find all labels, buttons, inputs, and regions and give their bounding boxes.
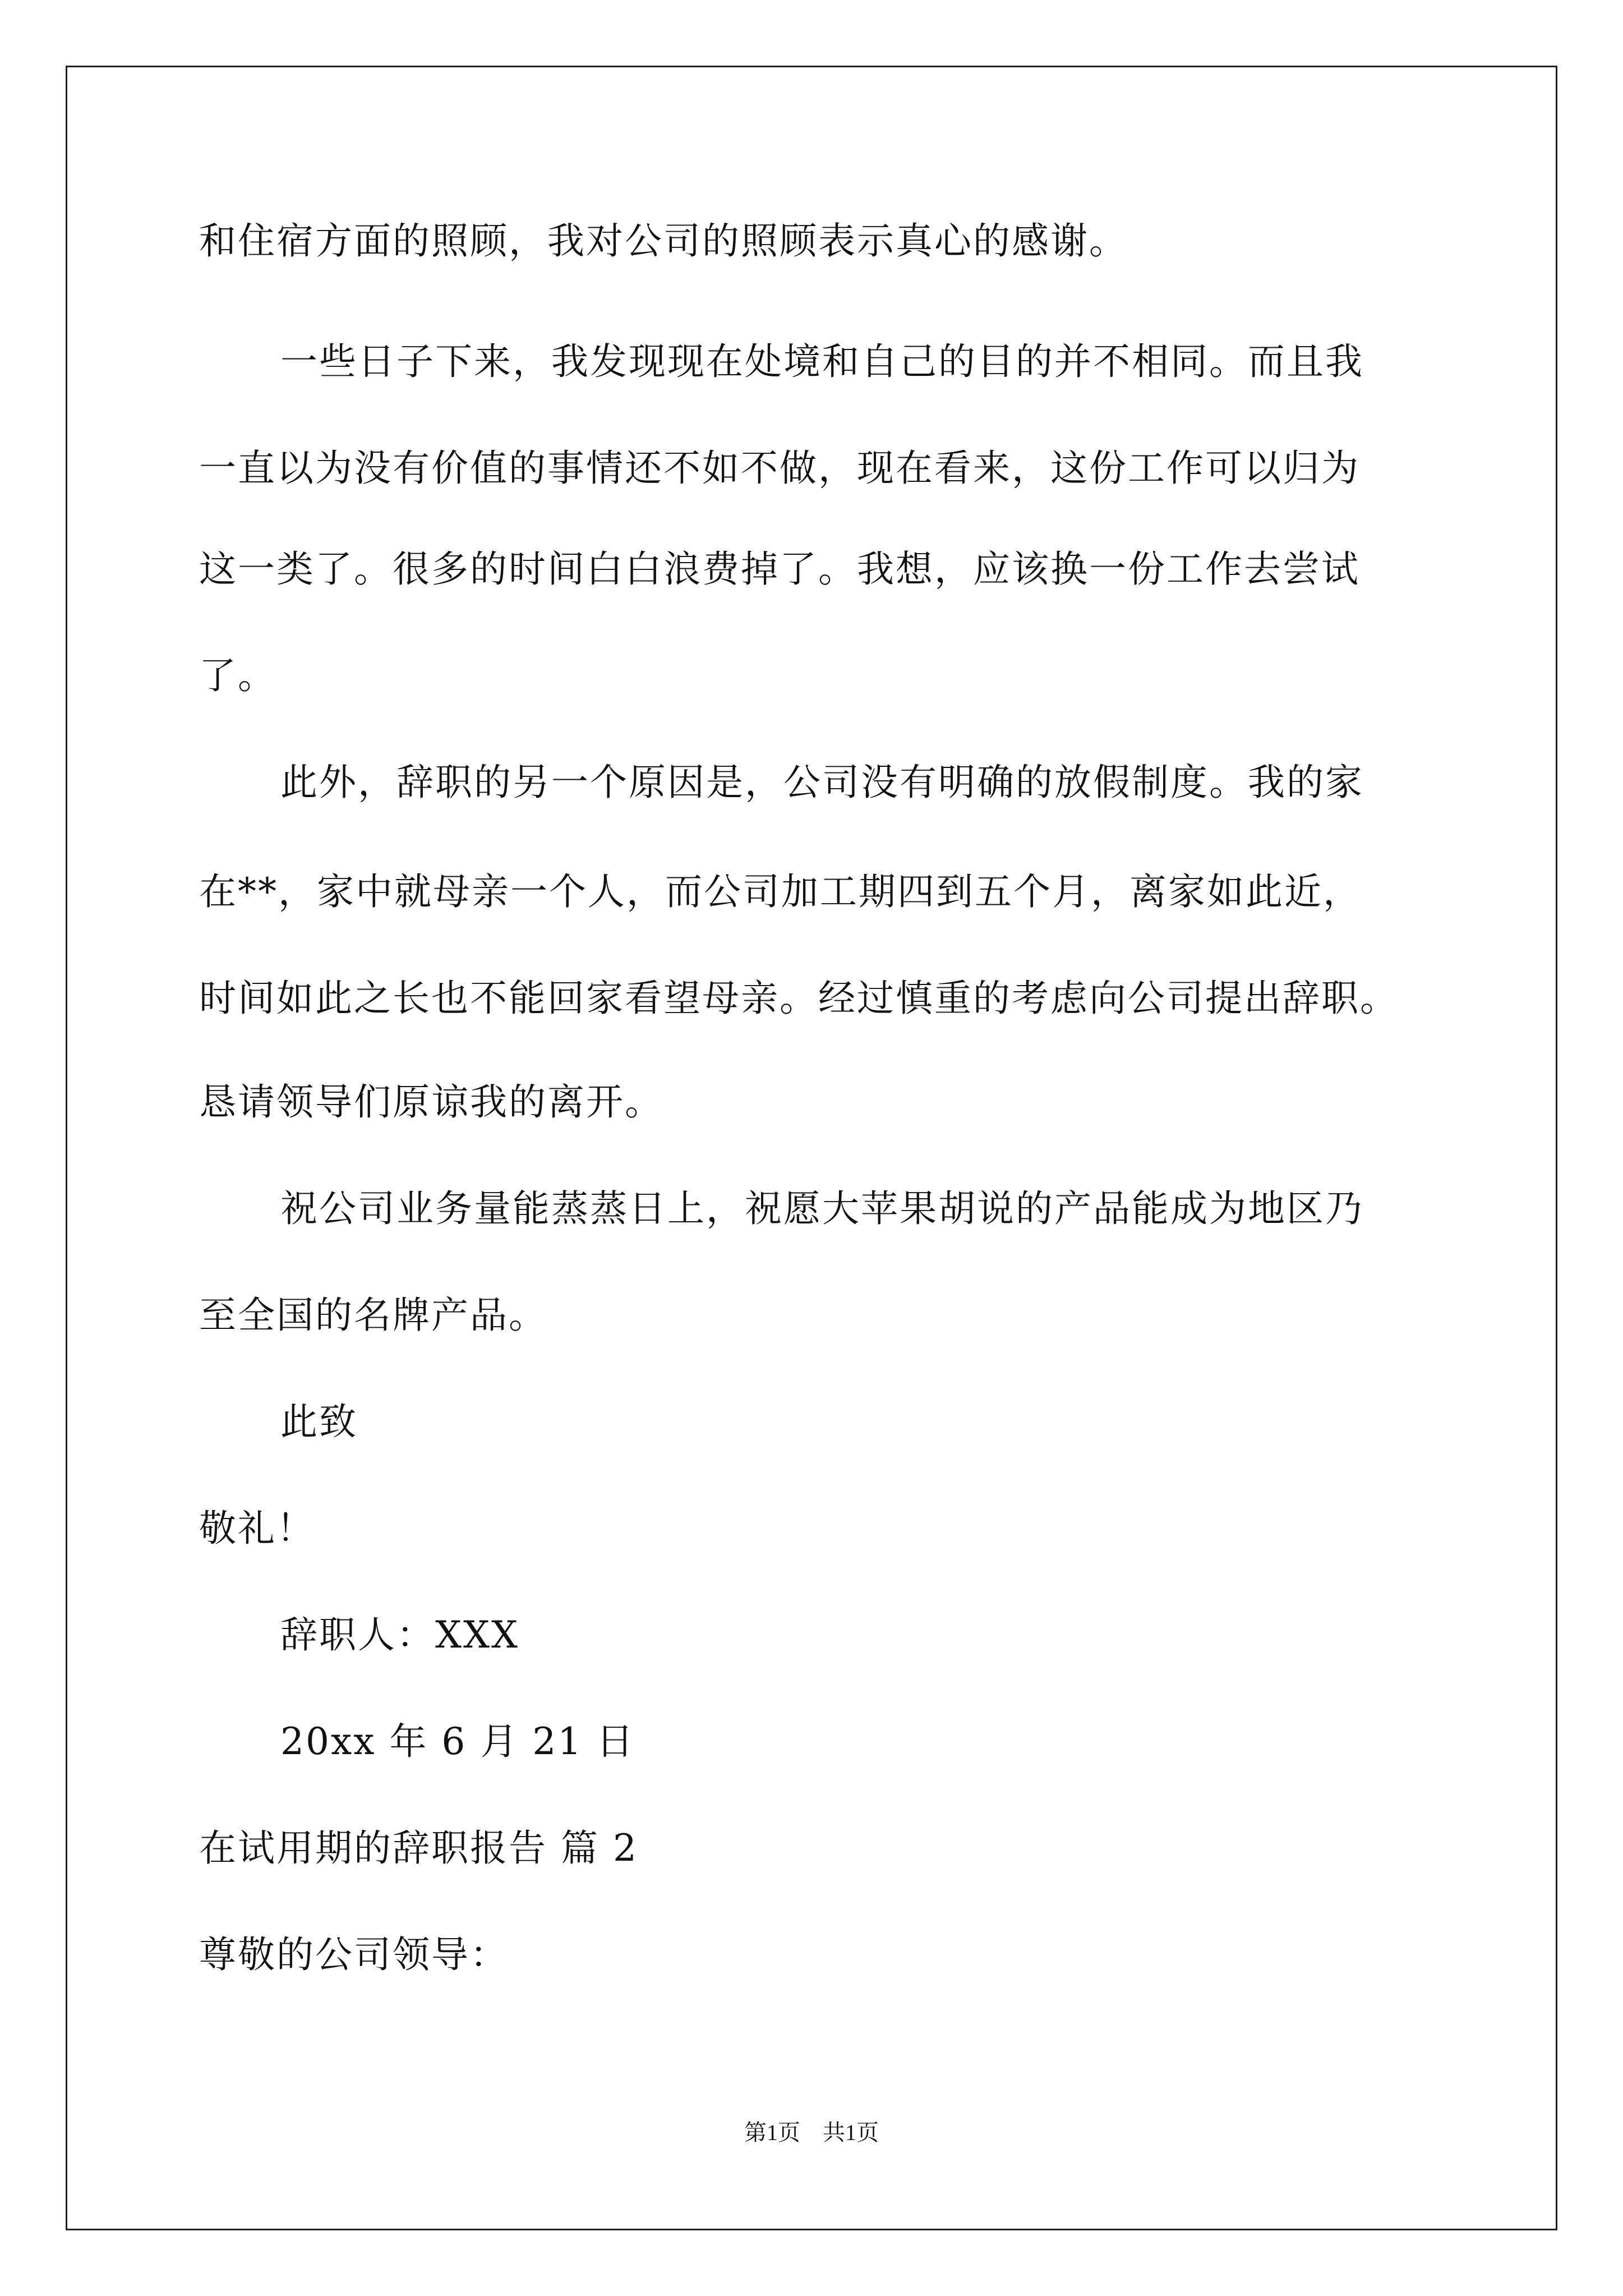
text-line: 一些日子下来，我发现现在处境和自己的目的并不相同。而且我 [280, 340, 1364, 383]
text-line: 敬礼！ [199, 1507, 315, 1550]
text-line: 20xx 年 6 月 21 日 [280, 1720, 635, 1763]
text-line: 在**，家中就母亲一个人，而公司加工期四到五个月，离家如此近， [199, 870, 1362, 913]
text-line: 此致 [280, 1400, 358, 1443]
text-line: 了。 [199, 654, 276, 697]
text-line: 一直以为没有价值的事情还不如不做，现在看来，这份工作可以归为 [199, 447, 1360, 490]
text-line: 和住宿方面的照顾，我对公司的照顾表示真心的感谢。 [199, 219, 1128, 263]
text-line: 这一类了。很多的时间白白浪费掉了。我想，应该换一份工作去尝试 [199, 547, 1360, 591]
text-line: 至全国的名牌产品。 [199, 1294, 547, 1337]
page-footer: 第1页 共1页 [744, 2120, 879, 2145]
section-heading: 在试用期的辞职报告 篇 2 [199, 1826, 638, 1870]
salutation: 尊敬的公司领导： [199, 1933, 509, 1976]
page-border [66, 66, 1557, 2230]
text-line: 此外，辞职的另一个原因是，公司没有明确的放假制度。我的家 [280, 761, 1364, 804]
text-line: 恳请领导们原谅我的离开。 [199, 1080, 663, 1124]
text-line: 辞职人：XXX [280, 1613, 519, 1657]
text-line: 祝公司业务量能蒸蒸日上，祝愿大苹果胡说的产品能成为地区乃 [280, 1187, 1364, 1230]
text-line: 时间如此之长也不能回家看望母亲。经过慎重的考虑向公司提出辞职。 [199, 977, 1399, 1020]
